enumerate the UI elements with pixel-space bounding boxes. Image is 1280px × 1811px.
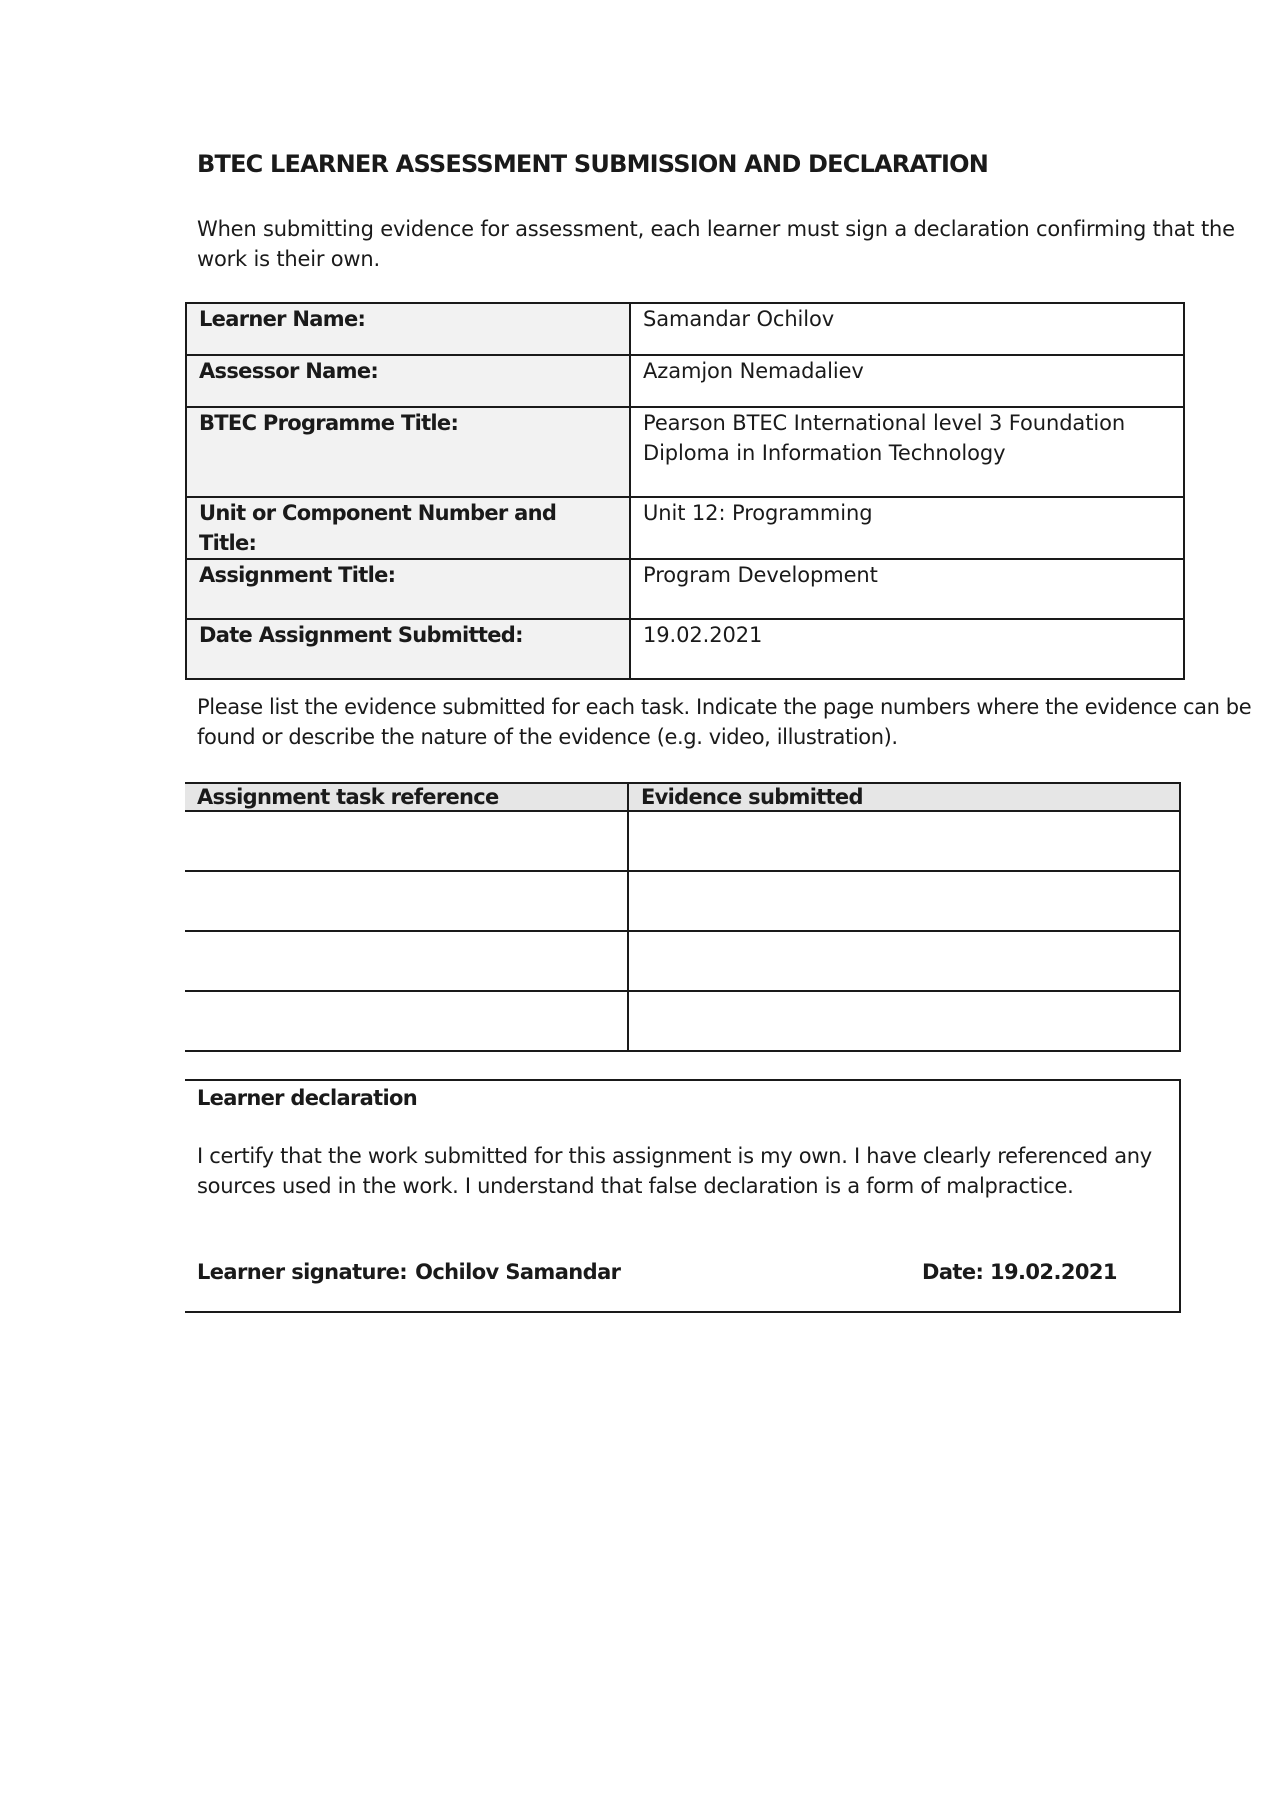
details-row-learner-name bbox=[186, 303, 1184, 355]
details-label: Assessor Name: bbox=[186, 355, 630, 407]
details-label: Assignment Title: bbox=[186, 559, 630, 619]
details-value: Samandar Ochilov bbox=[630, 303, 1184, 355]
details-value: Pearson BTEC International level 3 Foundation Diploma in Information Technology bbox=[630, 407, 1184, 497]
page-title: BTEC LEARNER ASSESSMENT SUBMISSION AND DECLARATION bbox=[197, 150, 988, 178]
signature-row bbox=[197, 1257, 1157, 1287]
table-row bbox=[185, 991, 1180, 1051]
details-value: 19.02.2021 bbox=[630, 619, 1184, 679]
evidence-instructions: Please list the evidence submitted for each task. Indicate the page numbers where the evidence can be found or describe the nature of the evidence (e.g. video, illustration). bbox=[197, 695, 1252, 749]
details-row-assignment-title bbox=[186, 559, 1184, 619]
signature-label: Learner signature: bbox=[197, 1260, 408, 1284]
evidence-cell bbox=[628, 991, 1180, 1051]
date-value: 19.02.2021 bbox=[990, 1260, 1117, 1284]
column-header-evidence-submitted: Evidence submitted bbox=[628, 783, 1180, 811]
evidence-header-row bbox=[185, 783, 1180, 811]
evidence-table bbox=[185, 782, 1181, 1052]
details-table bbox=[185, 302, 1185, 680]
details-value: Unit 12: Programming bbox=[630, 497, 1184, 559]
table-row bbox=[185, 871, 1180, 931]
declaration-text: I certify that the work submitted for this assignment is my own. I have clearly referenced any sources used in the work. I understand that false declaration is a form of malpractice. bbox=[197, 1144, 1152, 1198]
task-reference-cell bbox=[185, 991, 628, 1051]
details-label: Learner Name: bbox=[186, 303, 630, 355]
intro-text: When submitting evidence for assessment, each learner must sign a declaration confirming that the work is their own. bbox=[197, 217, 1235, 271]
details-label: Unit or Component Number and Title: bbox=[186, 497, 630, 559]
evidence-cell bbox=[628, 811, 1180, 871]
table-row bbox=[185, 811, 1180, 871]
details-row-assessor-name bbox=[186, 355, 1184, 407]
details-value: Program Development bbox=[630, 559, 1184, 619]
task-reference-cell bbox=[185, 811, 628, 871]
date-label: Date: bbox=[922, 1260, 984, 1284]
evidence-cell bbox=[628, 871, 1180, 931]
declaration-heading: Learner declaration bbox=[197, 1086, 417, 1110]
details-label: BTEC Programme Title: bbox=[186, 407, 630, 497]
learner-declaration-box bbox=[185, 1079, 1181, 1313]
details-label: Date Assignment Submitted: bbox=[186, 619, 630, 679]
evidence-cell bbox=[628, 931, 1180, 991]
column-header-task-reference: Assignment task reference bbox=[185, 783, 628, 811]
signature-value: Ochilov Samandar bbox=[415, 1260, 621, 1284]
declaration-date bbox=[922, 1257, 1117, 1287]
details-row-programme-title bbox=[186, 407, 1184, 497]
details-row-date-submitted bbox=[186, 619, 1184, 679]
details-row-unit-title bbox=[186, 497, 1184, 559]
task-reference-cell bbox=[185, 871, 628, 931]
details-value: Azamjon Nemadaliev bbox=[630, 355, 1184, 407]
task-reference-cell bbox=[185, 931, 628, 991]
table-row bbox=[185, 931, 1180, 991]
